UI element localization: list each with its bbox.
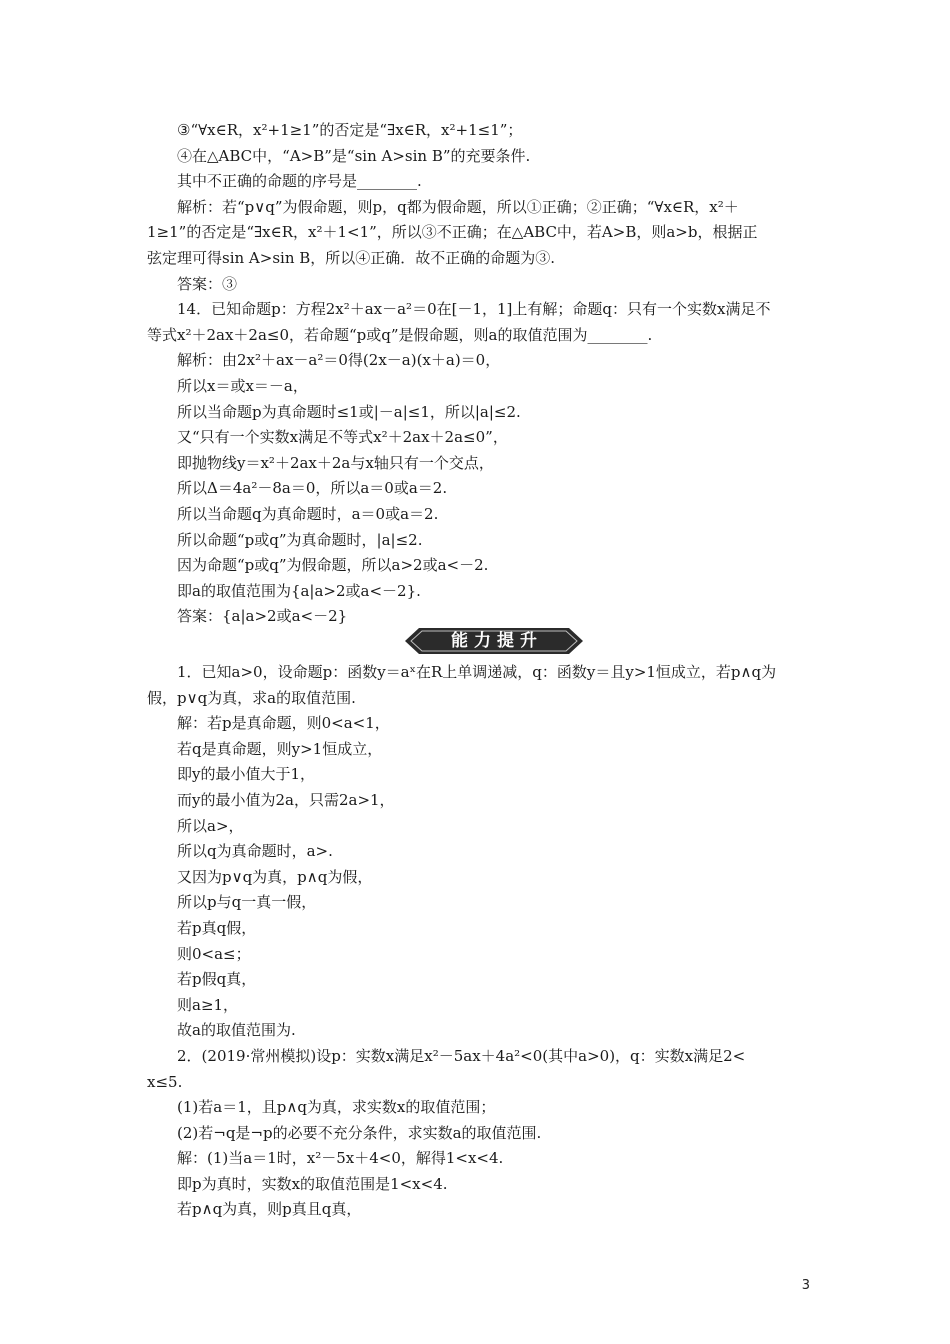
text-line: 即p为真时，实数x的取值范围是1<x<4. <box>177 1174 448 1193</box>
text-line: 解析：由2x²＋ax－a²＝0得(2x－a)(x＋a)＝0， <box>177 351 501 370</box>
text-line: 所以Δ＝4a²－8a＝0，所以a＝0或a＝2. <box>177 479 448 498</box>
text-section-answers <box>147 118 807 630</box>
text-line: 故a的取值范围为. <box>177 1021 296 1040</box>
text-line: 所以a>， <box>177 816 244 835</box>
text-line: 即y的最小值大于1， <box>177 765 316 784</box>
text-section-exercises <box>147 660 807 1223</box>
text-line: 14．已知命题p：方程2x²＋ax－a²＝0在[－1，1]上有解；命题q：只有一个实数x满足不 <box>177 300 771 319</box>
text-line: 所以命题“p或q”为真命题时，|a|≤2. <box>177 530 423 549</box>
text-line: 即a的取值范围为{a|a>2或a<－2}. <box>177 581 421 600</box>
text-line: 答案：③ <box>177 274 238 293</box>
text-line: 即抛物线y＝x²＋2ax＋2a与x轴只有一个交点， <box>177 453 494 472</box>
banner-title: 能力提升 <box>451 631 543 651</box>
text-line: 答案：{a|a>2或a<－2} <box>177 607 348 626</box>
text-line: ④在△ABC中，“A>B”是“sin A>sin B”的充要条件. <box>177 146 531 165</box>
text-line: 因为命题“p或q”为假命题，所以a>2或a<－2. <box>177 556 489 575</box>
text-line: 若p真q假， <box>177 918 257 937</box>
text-line: 1．已知a>0，设命题p：函数y＝aˣ在R上单调递减，q：函数y＝且y>1恒成立，若p∧q为 <box>177 663 777 681</box>
page-number: 3 <box>801 1278 810 1293</box>
text-line: 而y的最小值为2a，只需2a>1， <box>177 790 395 809</box>
text-line: 又因为p∨q为真，p∧q为假， <box>177 867 373 886</box>
text-line: 解析：若“p∨q”为假命题，则p，q都为假命题，所以①正确；②正确；“∀x∈R，x²＋ <box>177 197 739 216</box>
text-line: x≤5. <box>147 1072 183 1091</box>
text-line: 假，p∨q为真，求a的取值范围. <box>147 688 356 707</box>
text-line: 所以当命题p为真命题时≤1或|－a|≤1，所以|a|≤2. <box>177 402 521 421</box>
text-line: 弦定理可得sin A>sin B，所以④正确．故不正确的命题为③. <box>147 248 556 267</box>
text-line: 2．(2019·常州模拟)设p：实数x满足x²－5ax＋4a²<0(其中a>0)，q：实数x满足2< <box>177 1046 746 1065</box>
section-banner <box>405 626 583 656</box>
text-line: ③“∀x∈R，x²+1≥1”的否定是“∃x∈R，x²+1≤1”； <box>177 121 523 139</box>
text-line: 等式x²＋2ax＋2a≤0，若命题“p或q”是假命题，则a的取值范围为________. <box>147 325 653 344</box>
text-line: 所以q为真命题时，a>. <box>177 842 333 861</box>
text-line: 1≥1”的否定是“∃x∈R，x²＋1<1”，所以③不正确；在△ABC中，若A>B，则a>b，根据正 <box>147 223 758 242</box>
text-line: 若p∧q为真，则p真且q真， <box>177 1200 362 1219</box>
text-line: 解：(1)当a＝1时，x²－5x＋4<0，解得1<x<4. <box>177 1149 504 1168</box>
text-line: 所以x＝或x＝－a， <box>177 376 308 395</box>
text-line: 所以当命题q为真命题时，a＝0或a＝2. <box>177 504 439 523</box>
text-line: 解：若p是真命题，则0<a<1， <box>177 714 390 733</box>
text-line: (1)若a＝1，且p∧q为真，求实数x的取值范围； <box>177 1098 496 1117</box>
text-line: 又“只有一个实数x满足不等式x²＋2ax＋2a≤0”， <box>177 428 508 447</box>
text-line: 若p假q真， <box>177 970 257 989</box>
text-line: 则0<a≤； <box>177 944 251 963</box>
text-line: (2)若¬q是¬p的必要不充分条件，求实数a的取值范围. <box>177 1123 542 1142</box>
text-line: 则a≥1， <box>177 995 239 1014</box>
text-line: 其中不正确的命题的序号是________. <box>177 172 422 191</box>
text-line: 若q是真命题，则y>1恒成立， <box>177 739 383 758</box>
text-line: 所以p与q一真一假， <box>177 893 317 912</box>
